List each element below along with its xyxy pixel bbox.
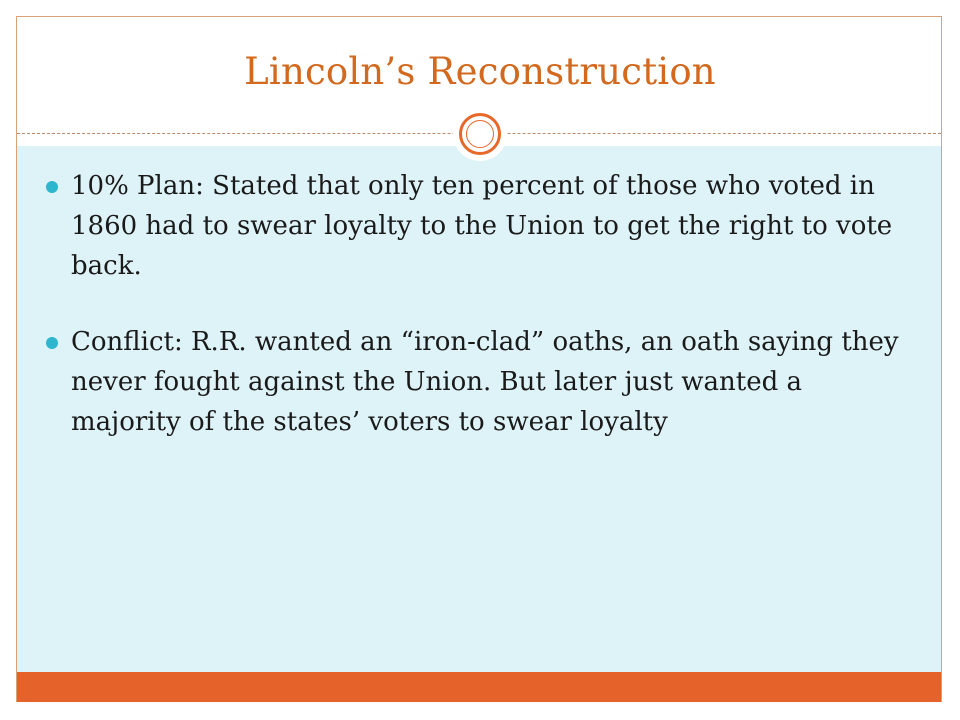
bullet-item (46, 322, 916, 442)
bullet-item (46, 166, 916, 286)
bullet-dot-icon (46, 337, 58, 349)
bullet-list (46, 166, 916, 478)
ornament-ring (459, 113, 501, 155)
bullet-text: 10% Plan: Stated that only ten percent of those who voted in 1860 had to swear loyalty to the Union to get the right to vote back. (71, 171, 893, 281)
slide-title: Lincoln’s Reconstruction (244, 50, 716, 93)
ornament-ring-inner (466, 120, 494, 148)
bullet-text: Conflict: R.R. wanted an “iron-clad” oaths, an oath saying they never fought against the Union. But later just wanted a majority of the states’ voters to swear loyalty (71, 327, 899, 437)
bullet-dot-icon (46, 181, 58, 193)
bottom-accent-bar (17, 672, 941, 702)
